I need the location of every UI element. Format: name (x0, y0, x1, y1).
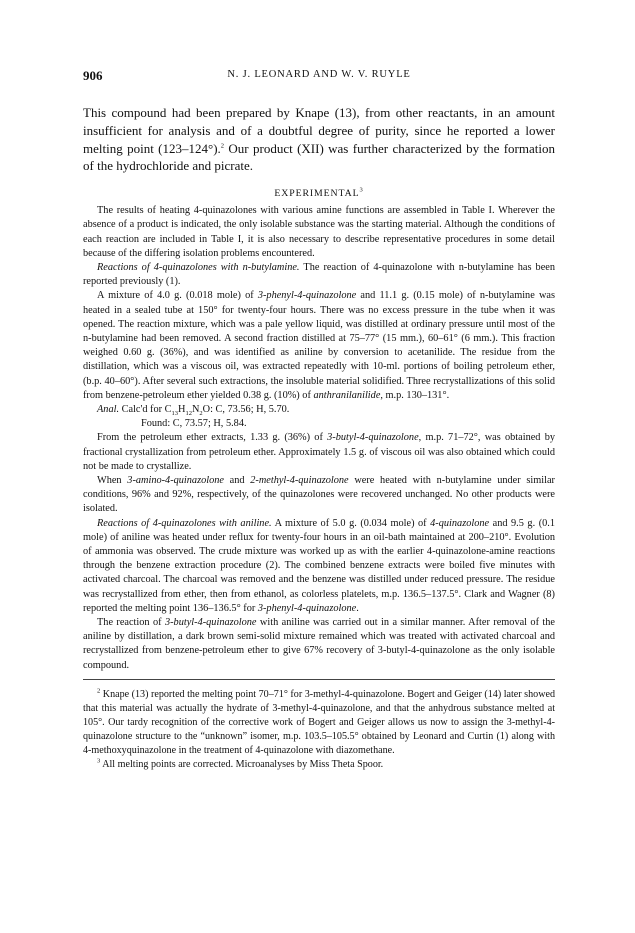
compound-name: 3-phenyl-4-quinazolone (257, 290, 357, 302)
paragraph-overview: The results of heating 4-quinazolones with various amine functions are assembled in Table I. Wherever the absence of a product is indicated, the only isolable substance was the starting material. Although the conditions of each reaction are included in Table I, it is also necessary to describe representative procedures in some detail because of the differing isolation problems encountered. (83, 205, 555, 259)
footnote-text: Knape (13) reported the melting point 70–71° for 3-methyl-4-quinazolone. Bogert and Geiger (14) later showed that this material was actually the hydrate of 3-methyl-4-quinazolone, and that the anhydrous substance melted at 105°. Our tardy recognition of the corrective work of Bogert and Geiger allows us now to assign the 3-methyl-4-quinazolone structure to the “unknown” isomer, m.p. 103.5–105.5° obtained by Leonard and Curtin (1) along with 4-methoxyquinazolone in the treatment of 4-quinazolone with diazomethane. (83, 688, 556, 756)
paragraph-phenyl-quinazolone-reaction: A mixture of 4.0 g. (0.018 mole) of 3-phenyl-4-quinazolone and 11.1 g. (0.15 mole) of n-butylamine was heated in a sealed tube at 150° for twenty-four hours. There was no excess pressure in the tube when it was opened. The reaction mixture, which was a pale yellow liquid, was distilled at ordinary pressure until most of the n-butylamine had been removed. A second fraction distilled at 75–77° (15 mm.), 60–61° (6 mm.). This fraction weighed 0.60 g. (36%), and was identified as aniline by conversion to acetanilide. The residue from the distillation, which was a viscous oil, was extracted repeatedly with 10-ml. portions of boiling petroleum ether, (b.p. 40–60°). After several such extractions, the insoluble material solidified. Three recrystallizations of this solid from benzene-petroleum ether yielded 0.38 g. (10%) of anthranilanilide, m.p. 130–131°. (83, 290, 555, 401)
compound-name: 4-quinazolone (430, 517, 490, 529)
compound-name: 3-butyl-4-quinazolone (164, 617, 257, 629)
paragraph-butyl-aniline-reaction: The reaction of 3-butyl-4-quinazolone with aniline was carried out in a similar manner. After removal of the aniline by distillation, a dark brown semi-solid mixture remained which was treated with activated charcoal and recrystallized from benzene-petroleum ether to give 67% recovery of 3-butyl-4-quinazolone as the only isolable compound. (83, 617, 556, 671)
running-head: N. J. LEONARD AND W. V. RUYLE (227, 69, 411, 80)
footnote-ref-2: 2 (220, 142, 225, 150)
subsection-title-aniline: Reactions of 4-quinazolones with aniline. (97, 517, 272, 529)
footnote-mark: 2 (97, 687, 101, 695)
analysis-found: Found: C, 73.57; H, 5.84. (141, 418, 247, 430)
footnote-2 (83, 688, 555, 758)
intro-text-a: This compound had been prepared by Knape (13), from other reactants, in an amount insufficient for analysis and of a doubtful degree of purity, since he reported a lower melting point (123–124°). (83, 105, 555, 156)
footnote-mark: 3 (97, 757, 101, 765)
analysis-calculated: Anal. Calc'd for $C_{13}H_{12}N_2O$: C, 73.56; H, 5.70. (97, 404, 290, 418)
compound-name: 3-butyl-4-quinazolone (327, 432, 419, 444)
paragraph-aniline-reaction: Reactions of 4-quinazolones with aniline. A mixture of 5.0 g. (0.034 mole) of 4-quinazolone and 9.5 g. (0.1 mole) of aniline was heated under reflux for twenty-four hours in an oil-bath maintained at 200–210°. Evolution of ammonia was observed. The crude mixture was worked up as with the earlier 4-quinazolone-amine reactions through the benzene extraction procedure (2). The combined benzene extracts were boiled five minutes with activated charcoal. The charcoal was removed and the benzene was distilled under reduced pressure. The residue was recrystallized from ether, then from ethanol, as colorless platelets, m.p. 136.5–137.5°. Clark and Wagner (8) reported the melting point 136–136.5° for 3-phenyl-4-quinazolone. (83, 517, 555, 614)
subsection-title-butylamine: Reactions of 4-quinazolones with n-butylamine. (97, 262, 300, 273)
footnotes (83, 688, 555, 772)
intro-paragraph (83, 104, 555, 175)
page-number: 906 (83, 68, 103, 83)
experimental-body (83, 204, 555, 673)
page-header (83, 68, 555, 86)
footnote-text: All melting points are corrected. Microanalyses by Miss Theta Spoor. (100, 758, 384, 770)
footnote-ref-3: 3 (359, 186, 364, 194)
intro-text-b: Our product (XII) was further characterized by the formation of the hydrochloride and picrate. (83, 140, 555, 174)
section-heading-text: EXPERIMENTAL (274, 188, 360, 200)
document-page (83, 68, 555, 772)
compound-name: 3-phenyl-4-quinazolone (257, 602, 357, 614)
analysis-label: Anal. (97, 404, 120, 416)
compound-name: anthranilanilide (313, 389, 381, 401)
compound-name: 3-amino-4-quinazolone (127, 475, 224, 487)
section-heading (83, 188, 555, 199)
compound-name: 2-methyl-4-quinazolone (250, 475, 349, 487)
footnote-divider (83, 679, 555, 680)
footnote-3 (83, 758, 555, 772)
paragraph-butyl-quinazolone: From the petroleum ether extracts, 1.33 g. (36%) of 3-butyl-4-quinazolone, m.p. 71–72°, was obtained by fractional crystallization from petroleum ether. Approximately 1.5 g. of viscous oil was also obtained which could not be made to crystallize. (83, 432, 556, 472)
paragraph-unchanged-quinazolones: When 3-amino-4-quinazolone and 2-methyl-4-quinazolone were heated with n-butylamine under similar conditions, 96% and 92%, respectively, of the quinazolones were recovered unchanged. No other products were isolated. (83, 475, 555, 515)
paragraph-butylamine-intro: Reactions of 4-quinazolones with n-butylamine. The reaction of 4-quinazolone with n-butylamine has been reported previously (1). (83, 262, 555, 288)
